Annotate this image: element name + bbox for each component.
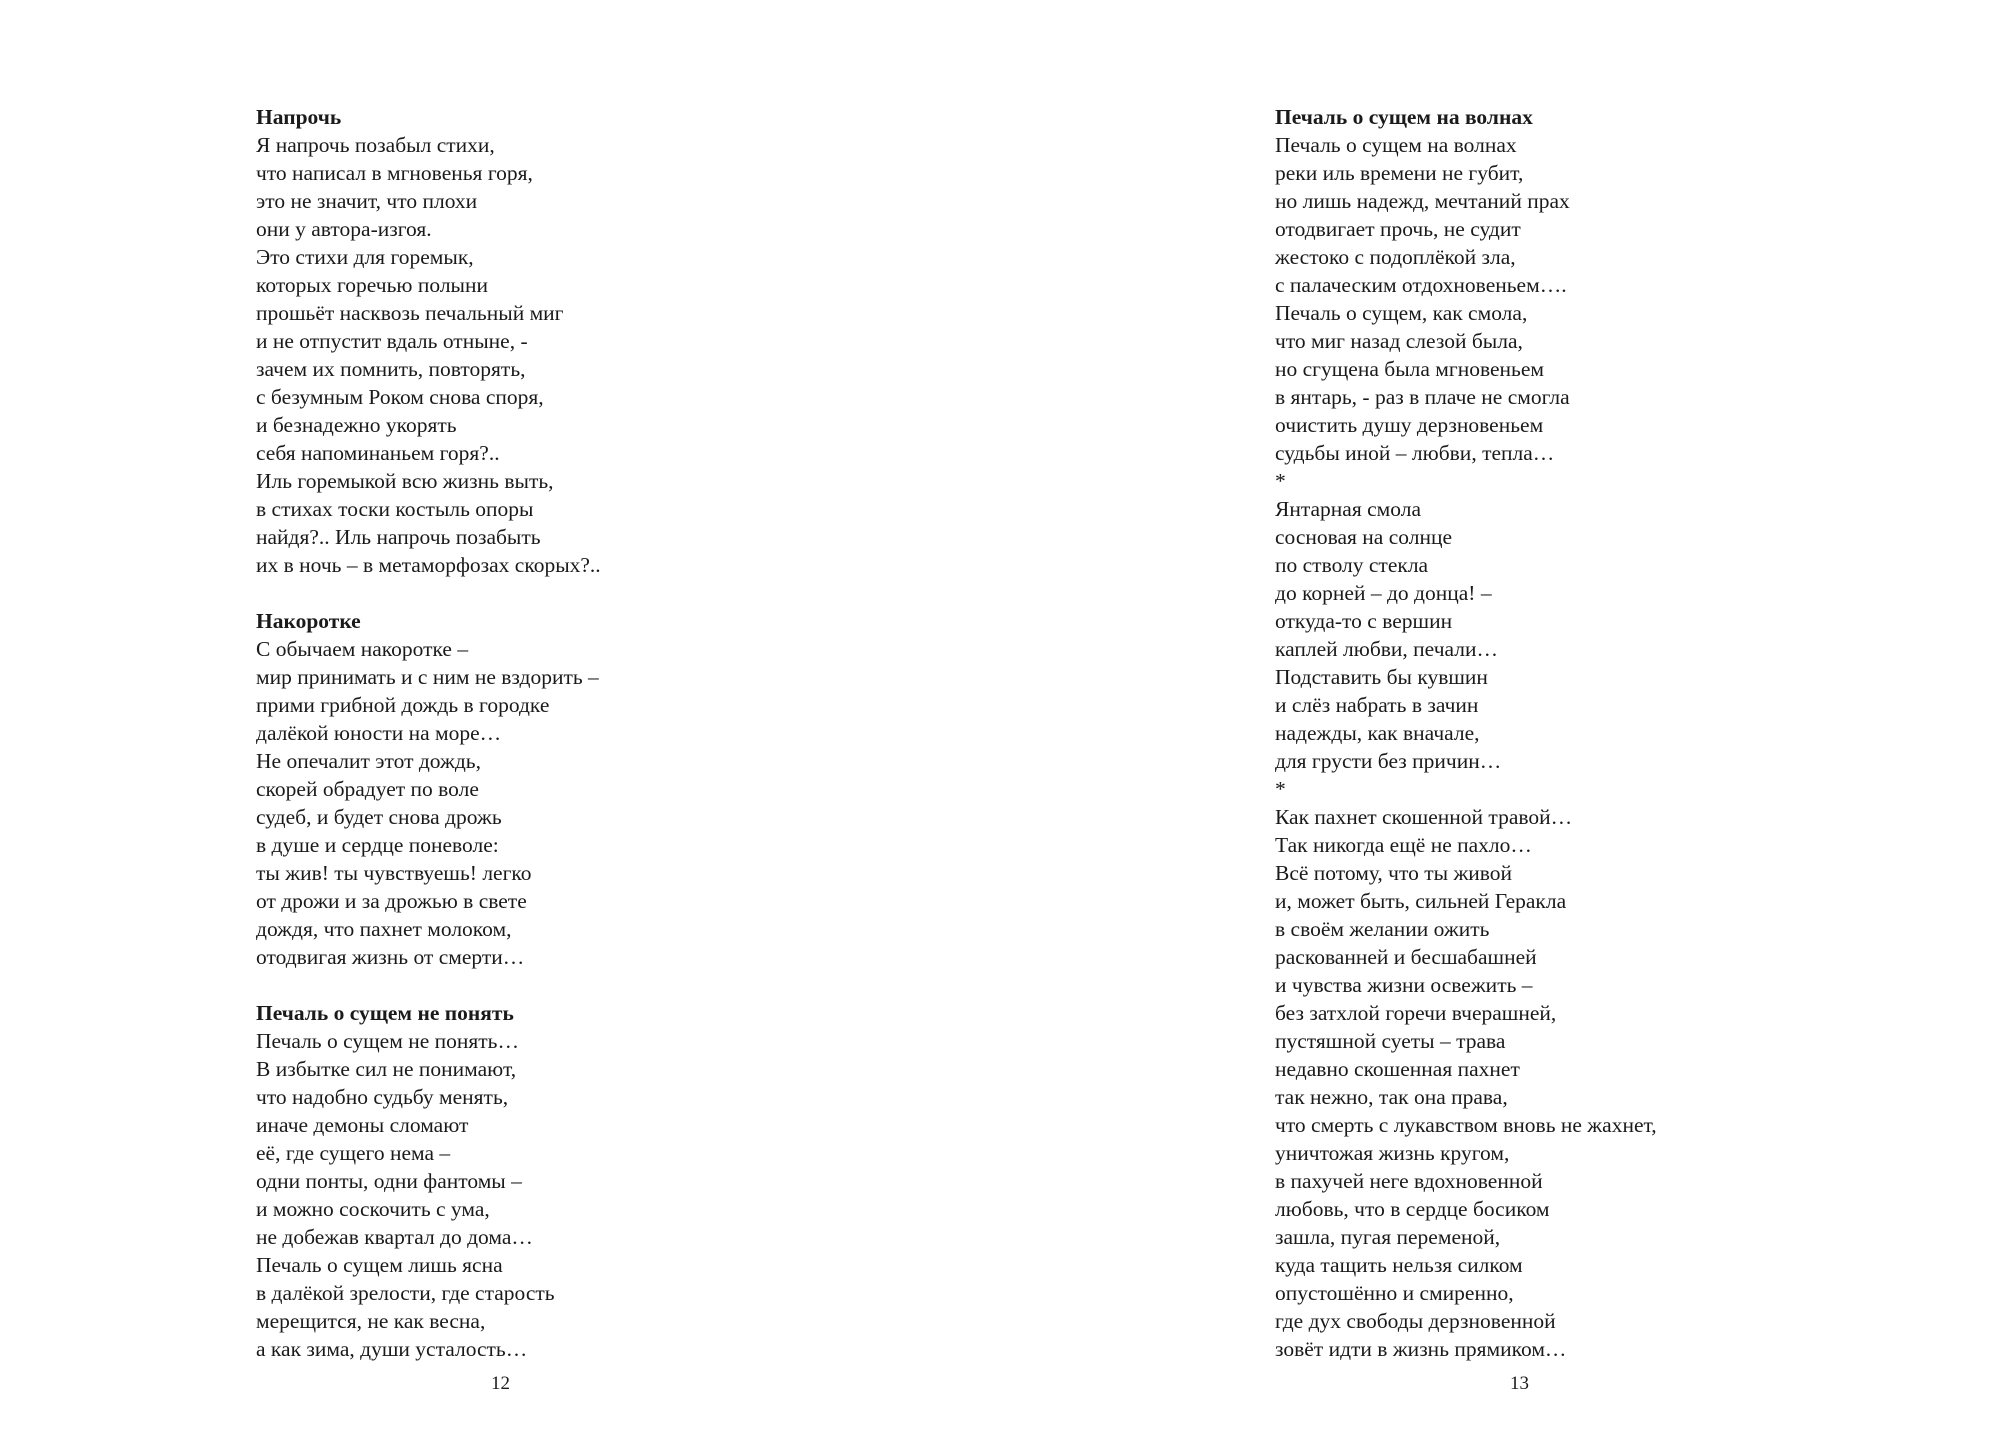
poem-line: откуда-то с вершин bbox=[1275, 609, 1453, 633]
poem-line: мир принимать и с ним не вздорить – bbox=[256, 665, 599, 689]
poem-line: судеб, и будет снова дрожь bbox=[256, 805, 502, 829]
poem-line: прошьёт насквозь печальный миг bbox=[256, 301, 564, 325]
poem-line: и безнадежно укорять bbox=[256, 413, 457, 437]
poem-line: в далёкой зрелости, где старость bbox=[256, 1281, 555, 1305]
poem-line: но сгущена была мгновеньем bbox=[1275, 357, 1545, 381]
page-number-right: 13 bbox=[1510, 1373, 1529, 1394]
poem-line: куда тащить нельзя силком bbox=[1275, 1253, 1523, 1277]
poem-line: судьбы иной – любви, тепла… bbox=[1275, 441, 1555, 465]
poem-line: где дух свободы дерзновенной bbox=[1275, 1309, 1556, 1333]
poem-line: а как зима, души усталость… bbox=[256, 1337, 528, 1361]
poem bbox=[256, 999, 956, 1363]
poem bbox=[256, 607, 956, 971]
poem-line: так нежно, так она права, bbox=[1275, 1085, 1508, 1109]
poem-line: иначе демоны сломают bbox=[256, 1113, 469, 1137]
poem-line: и, может быть, сильней Геракла bbox=[1275, 889, 1567, 913]
poem-line: в своём желании ожить bbox=[1275, 917, 1490, 941]
poem-line: в стихах тоски костыль опоры bbox=[256, 497, 534, 521]
poem-line: в пахучей неге вдохновенной bbox=[1275, 1169, 1543, 1193]
poem-line: одни понты, одни фантомы – bbox=[256, 1169, 522, 1193]
poem-line: до корней – до донца! – bbox=[1275, 581, 1492, 605]
poem-line: они у автора-изгоя. bbox=[256, 217, 432, 241]
poem-line: Подставить бы кувшин bbox=[1275, 665, 1488, 689]
poem bbox=[256, 103, 956, 579]
poem-title: Напрочь bbox=[256, 105, 342, 129]
poem-line: недавно скошенная пахнет bbox=[1275, 1057, 1520, 1081]
poem-line: и можно соскочить с ума, bbox=[256, 1197, 490, 1221]
section-separator: * bbox=[1275, 469, 1286, 493]
poem-line: их в ночь – в метаморфозах скорых?.. bbox=[256, 553, 601, 577]
poem-line: что смерть с лукавством вновь не жахнет, bbox=[1275, 1113, 1657, 1137]
poem-line: что написал в мгновенья горя, bbox=[256, 161, 533, 185]
poem-line: не добежав квартал до дома… bbox=[256, 1225, 533, 1249]
poem-line: и чувства жизни освежить – bbox=[1275, 973, 1533, 997]
poem-line: раскованней и бесшабашней bbox=[1275, 945, 1537, 969]
poem-line: Это стихи для горемык, bbox=[256, 245, 474, 269]
poem-line: реки иль времени не губит, bbox=[1275, 161, 1524, 185]
left-page bbox=[256, 103, 956, 1391]
poem-line: без затхлой горечи вчерашней, bbox=[1275, 1001, 1557, 1025]
poem-line: Не опечалит этот дождь, bbox=[256, 749, 481, 773]
poem-line: зачем их помнить, повторять, bbox=[256, 357, 526, 381]
poem-line: скорей обрадует по воле bbox=[256, 777, 479, 801]
poem-line: и не отпустит вдаль отныне, - bbox=[256, 329, 528, 353]
poem-line: пустяшной суеты – трава bbox=[1275, 1029, 1506, 1053]
poem-line: С обычаем накоротке – bbox=[256, 637, 469, 661]
section-separator: * bbox=[1275, 777, 1286, 801]
poem-line: с безумным Роком снова споря, bbox=[256, 385, 544, 409]
poem-line: уничтожая жизнь кругом, bbox=[1275, 1141, 1510, 1165]
poem-line: ты жив! ты чувствуешь! легко bbox=[256, 861, 532, 885]
poem-line: отодвигает прочь, не судит bbox=[1275, 217, 1521, 241]
poem-line: по стволу стекла bbox=[1275, 553, 1429, 577]
poem-line: с палаческим отдохновеньем…. bbox=[1275, 273, 1567, 297]
poem-line: это не значит, что плохи bbox=[256, 189, 478, 213]
page-number-left: 12 bbox=[491, 1373, 510, 1394]
poem-line: каплей любви, печали… bbox=[1275, 637, 1498, 661]
poem-line: Печаль о сущем на волнах bbox=[1275, 133, 1517, 157]
poem-line: Как пахнет скошенной травой… bbox=[1275, 805, 1573, 829]
poem bbox=[1275, 103, 1875, 1363]
poem-title: Печаль о сущем на волнах bbox=[1275, 105, 1533, 129]
poem-line: очистить душу дерзновеньем bbox=[1275, 413, 1544, 437]
poem-line: в янтарь, - раз в плаче не смогла bbox=[1275, 385, 1570, 409]
poem-line: что надобно судьбу менять, bbox=[256, 1085, 509, 1109]
poem-line: Печаль о сущем, как смола, bbox=[1275, 301, 1528, 325]
poem-line: В избытке сил не понимают, bbox=[256, 1057, 517, 1081]
poem-line: в душе и сердце поневоле: bbox=[256, 833, 499, 857]
poem-title: Печаль о сущем не понять bbox=[256, 1001, 514, 1025]
poem-title: Накоротке bbox=[256, 609, 361, 633]
poem-line: Печаль о сущем не понять… bbox=[256, 1029, 519, 1053]
poem-line: отодвигая жизнь от смерти… bbox=[256, 945, 525, 969]
poem-line: дождя, что пахнет молоком, bbox=[256, 917, 512, 941]
poem-line: Печаль о сущем лишь ясна bbox=[256, 1253, 503, 1277]
poem-line: Так никогда ещё не пахло… bbox=[1275, 833, 1532, 857]
poem-line: зашла, пугая переменой, bbox=[1275, 1225, 1501, 1249]
poem-line: но лишь надежд, мечтаний прах bbox=[1275, 189, 1570, 213]
poem-line: сосновая на солнце bbox=[1275, 525, 1453, 549]
poem-line: от дрожи и за дрожью в свете bbox=[256, 889, 527, 913]
poem-line: себя напоминаньем горя?.. bbox=[256, 441, 500, 465]
poem-line: мерещится, не как весна, bbox=[256, 1309, 486, 1333]
poem-line: любовь, что в сердце босиком bbox=[1275, 1197, 1550, 1221]
poem-line: которых горечью полыни bbox=[256, 273, 489, 297]
poem-line: опустошённо и смиренно, bbox=[1275, 1281, 1514, 1305]
poem-line: надежды, как вначале, bbox=[1275, 721, 1480, 745]
poem-line: найдя?.. Иль напрочь позабыть bbox=[256, 525, 541, 549]
poem-line: и слёз набрать в зачин bbox=[1275, 693, 1479, 717]
poem-line: Янтарная смола bbox=[1275, 497, 1421, 521]
poem-line: прими грибной дождь в городке bbox=[256, 693, 550, 717]
poem-line: что миг назад слезой была, bbox=[1275, 329, 1523, 353]
poem-line: Всё потому, что ты живой bbox=[1275, 861, 1513, 885]
poem-line: далёкой юности на море… bbox=[256, 721, 502, 745]
poem-line: зовёт идти в жизнь прямиком… bbox=[1275, 1337, 1567, 1361]
poem-line: жестоко с подоплёкой зла, bbox=[1275, 245, 1516, 269]
poem-line: для грусти без причин… bbox=[1275, 749, 1502, 773]
poem-line: Я напрочь позабыл стихи, bbox=[256, 133, 495, 157]
poem-line: её, где сущего нема – bbox=[256, 1141, 451, 1165]
right-page bbox=[1275, 103, 1875, 1391]
poem-line: Иль горемыкой всю жизнь выть, bbox=[256, 469, 554, 493]
